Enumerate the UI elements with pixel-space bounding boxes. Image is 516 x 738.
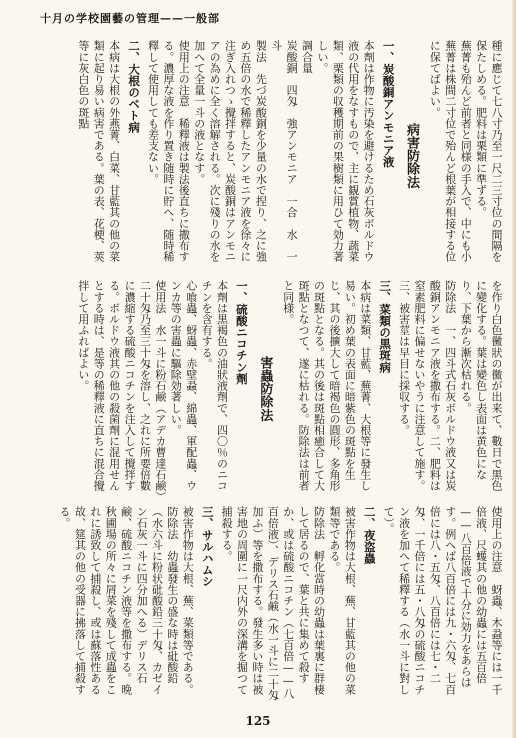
text-block-middle: [34, 280, 504, 498]
subsection-heading: 一、炭酸銅アンモニア液: [381, 40, 396, 168]
paragraph: 本病は菜類、甘藍、蕪菁、大根等に發生し易い。初め葉の表面に暗紫色の斑點を生じ、其の後擴大して暗褐色の圓形、多角形の斑點となる。其の後は斑點相癒合して大斑點となつて、遂に枯れる。防除法は前者と同様。: [281, 280, 372, 491]
subsection-heading: 三、サルハムシ: [200, 506, 215, 588]
subsection-heading: 一、硫酸ニコチン劑: [234, 280, 249, 385]
paragraph: 防除法 孵化當時の幼蟲は葉裏に群棲して居るので、葉と共に集めて殺すか、或は硫酸ニコチン（七百倍——八百倍液）、デリス石鹸（水一斗に二十匁加ふ）等を撒布する。發生多い時は被害地の周圍に一尺内外の深溝を掘つて捕殺する。: [220, 506, 326, 701]
section-heading: 病害防除法: [403, 123, 419, 189]
running-head: 十月の学校園藝の管理——一般部: [40, 12, 220, 25]
paragraph: 炭酸銅 四匁 強アンモニア 一合 水 一斗: [269, 40, 299, 262]
subsection-heading: 二、大根のベト病: [127, 40, 142, 133]
text-block-bottom: [34, 506, 504, 702]
paragraph: 調合量: [300, 40, 314, 74]
paragraph: 製法 先づ炭酸銅を少量の水で捏り、之に強め五倍の水で稀釋したアンモニア液を徐々に注ぎ入れつゝ攪拌すると、炭酸銅はアンモニアの為めに全く溶解される。次に殘りの水を加へて全量一斗の液となす。: [192, 40, 268, 262]
paragraph: 本劑は黒褐色の油狀液劑で、四〇％のニコチンを含有する。: [200, 280, 229, 491]
subsection-heading: 二、夜盗蟲: [362, 506, 377, 564]
paragraph: 被害作物は大根、蕪、甘藍其の他の菜類等である。: [327, 506, 357, 695]
paragraph: 種に應じて七八寸乃至一尺二三寸位の間隔を保たしめる。肥料は栗類に準ずる。: [474, 40, 503, 262]
paragraph: 防除法 一、四斗式石灰ボルドウ液又は炭酸銅アンモニア液を撒布する。二、肥料は窒素肥料に偏せないやうに注意して施す。三、被害莖は早目に採収する。: [397, 280, 457, 491]
paragraph: 蕪菁も殆んど前者と同様の手入で、中にも小蕪菁は株間二寸位で殆んど根葉が相接する位に保てばよい。: [428, 40, 473, 262]
paragraph: 心喰蟲、蚜蟲、赤壁蝨、綿蟲、軍配蟲、ウンカ等の害蟲に驅除効著しい。: [169, 280, 198, 491]
paragraph: 被害作物は大根、蕪、菜類等である。: [181, 506, 195, 695]
page-edge-shade: [512, 0, 516, 738]
paragraph: を作り白色黴狀の黴が出来て、數日で黒色に變化する。葉は變色し表面は黄色になり、下葉から漸次枯れる。: [459, 280, 503, 491]
paragraph: 本病は大根の外燕菁、白菜、甘藍其の他の菜類に起り易い病害である。葉の表、花梗、莢等に灰白色の斑點: [76, 40, 121, 262]
page-number: 125: [245, 714, 271, 728]
paragraph: 防除法 幼蟲發生の盛な時は砒酸鉛（水六斗に粉状砒酸鉛三十匁、カゼイン石灰一斗に四分加へる）デリス石鹸、硫酸ニコチン液等を撒布する。晩秋圃場の所々に屑菜を殘して成蟲をこれに誘致して捕殺し、或は蘇落性ある故、筵其の他の受器に拂落して捕殺する。: [58, 506, 179, 695]
section-heading: 害蟲防除法: [257, 356, 273, 422]
paragraph: 使用上の注意 蚜蟲、木蝨等には一千倍液、尺蠖其の他の幼蟲には五百倍——八百倍液で十分に効力をあらはす。例へば八百倍には九・六匁、七百倍には八・五匁、八百倍には七・二匁、一千倍には五・八匁の硫酸ニコチン液を加へて稀釋する（水一斗に對して）。: [382, 506, 503, 695]
paragraph: 使用法 水一斗に粉石鹸（アデカ曹達石鹸）二十匁乃至三十匁を溶し、之れに所要倍數に濃縮する硫酸ニコチンを注入して攪拌する。ボルドウ液其の他の殺菌劑に混用せんとする時は、是等の稀釋液に直ちに混合攪拌して用ふればよい。: [76, 280, 167, 497]
subsection-heading: 三、菜類の黒斑病: [378, 280, 393, 373]
paragraph: 本劑は作物に汚染を避けるため石灰ボルドウ液の代用をなすもので、主に観賞植物、蔬菜類、栗類の収穫期前の果樹類に用ひて効力著しい。: [315, 40, 376, 262]
text-block-top: [34, 40, 504, 272]
paragraph: 使用上の注意 稀釋液は製法後直ちに撒布する。濃厚な液を作り置き随時に貯へ、随時稀釋して使用しても差支ない。: [146, 40, 191, 262]
